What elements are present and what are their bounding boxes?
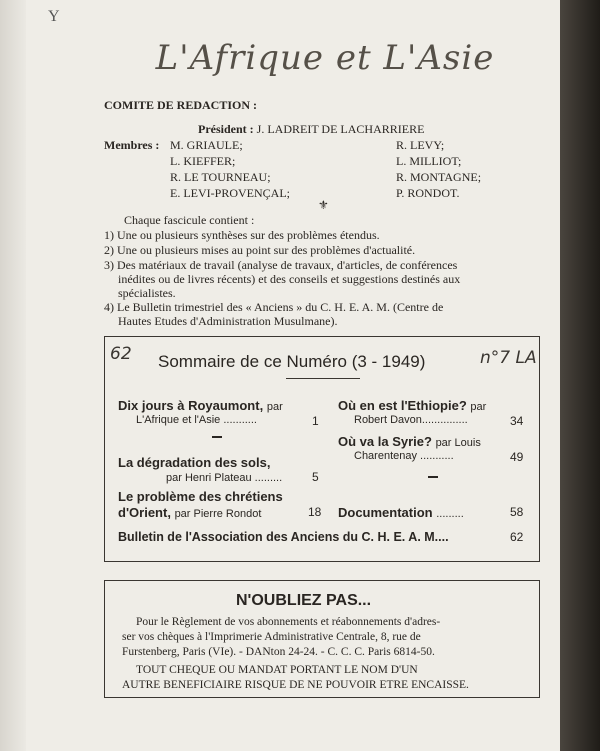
member-name: R. MONTAGNE;: [396, 170, 482, 184]
toc-entry-by: par: [266, 401, 283, 413]
president-name: J. LADREIT DE LACHARRIERE: [256, 122, 425, 136]
member-name: P. RONDOT.: [396, 186, 460, 200]
toc-entry-title-cont: d'Orient,: [118, 505, 171, 520]
separator-dash: [212, 436, 222, 438]
toc-entry-page: 18: [308, 505, 322, 519]
toc-entry-title: La dégradation des sols,: [118, 455, 271, 470]
notice-warning: AUTRE BENEFICIAIRE RISQUE DE NE POUVOIR ETRE ENCAISSE.: [122, 679, 469, 691]
summary-issue: (3 - 1949): [351, 352, 426, 371]
toc-entry-author: par Pierre Rondot: [174, 508, 262, 520]
toc-entry-page: 5: [312, 470, 319, 484]
fascicule-intro: Chaque fascicule contient :: [124, 213, 255, 227]
toc-entry-page: 49: [510, 450, 524, 464]
toc-entry: [338, 398, 486, 413]
fascicule-item: 1) Une ou plusieurs synthèses sur des problèmes étendus.: [104, 228, 380, 242]
title-underline: [286, 378, 360, 379]
toc-entry-page: 34: [510, 414, 524, 428]
toc-entry: [338, 505, 464, 520]
summary-title-text: Sommaire de ce Numéro: [158, 352, 347, 371]
toc-entry-by: par: [470, 401, 487, 413]
toc-entry-title: Dix jours à Royaumont,: [118, 398, 264, 413]
handwritten-note-right: n°7 LA: [480, 348, 537, 368]
toc-entry: [118, 398, 283, 413]
notice-line: ser vos chèques à l'Imprimerie Administrative Centrale, 8, rue de: [122, 631, 421, 643]
ornament: ⚜: [318, 198, 329, 212]
member-name: R. LE TOURNEAU;: [170, 170, 271, 184]
notice-title: N'OUBLIEZ PAS...: [236, 592, 372, 609]
members-label: Membres :: [104, 138, 160, 152]
toc-entry-title: Documentation: [338, 505, 433, 520]
toc-entry-page: 1: [312, 414, 319, 428]
fascicule-item: 3) Des matériaux de travail (analyse de travaux, d'articles, de conférences: [104, 258, 458, 272]
toc-entry-title: Où va la Syrie?: [338, 434, 432, 449]
toc-entry: [338, 434, 481, 449]
handwritten-note-left: 62: [110, 344, 132, 364]
page-spine: [0, 0, 26, 751]
fascicule-item: 2) Une ou plusieurs mises au point sur des problèmes d'actualité.: [104, 243, 416, 257]
notice-warning: TOUT CHEQUE OU MANDAT PORTANT LE NOM D'UN: [136, 664, 418, 676]
president-line: [198, 122, 424, 137]
toc-entry-page: 62: [510, 530, 524, 544]
notice-line: Pour le Règlement de vos abonnements et réabonnements d'adres-: [136, 616, 441, 628]
member-name: M. GRIAULE;: [170, 138, 243, 152]
toc-entry: [118, 505, 261, 520]
member-name: R. LEVY;: [396, 138, 445, 152]
separator-dash: [428, 476, 438, 478]
notice-line: Furstenberg, Paris (VIe). - DANton 24-24. - C. C. C. Paris 6814-50.: [122, 646, 435, 658]
fascicule-item: Hautes Etudes d'Administration Musulmane).: [118, 314, 338, 328]
corner-mark: Y: [48, 8, 60, 25]
member-name: L. KIEFFER;: [170, 154, 236, 168]
toc-entry-author: Charentenay ...........: [354, 450, 454, 462]
toc-bulletin-entry: Bulletin de l'Association des Anciens du C. H. E. A. M....: [118, 530, 449, 544]
fascicule-item: 4) Le Bulletin trimestriel des « Anciens » du C. H. E. A. M. (Centre de: [104, 300, 444, 314]
president-label: Président :: [198, 122, 254, 136]
toc-entry-title: Le problème des chrétiens: [118, 489, 283, 504]
toc-entry-author: par Henri Plateau .........: [166, 472, 283, 484]
toc-entry-title: Où en est l'Ethiopie?: [338, 398, 467, 413]
committee-heading: COMITE DE REDACTION :: [104, 98, 258, 112]
page-title: L'Afrique et L'Asie: [155, 38, 495, 78]
summary-title: [158, 352, 425, 372]
fascicule-item: inédites ou de livres récents) et des conseils et suggestions destinés aux: [118, 272, 461, 286]
page-edge-shadow: [560, 0, 600, 751]
member-name: L. MILLIOT;: [396, 154, 462, 168]
fascicule-item: spécialistes.: [118, 286, 176, 300]
toc-entry-by: par Louis: [435, 437, 481, 449]
toc-entry-dots: .........: [436, 508, 464, 520]
toc-entry-author: L'Afrique et l'Asie ...........: [136, 414, 257, 426]
member-name: E. LEVI-PROVENÇAL;: [170, 186, 290, 200]
toc-entry-page: 58: [510, 505, 524, 519]
toc-entry-author: Robert Davon...............: [354, 414, 468, 426]
